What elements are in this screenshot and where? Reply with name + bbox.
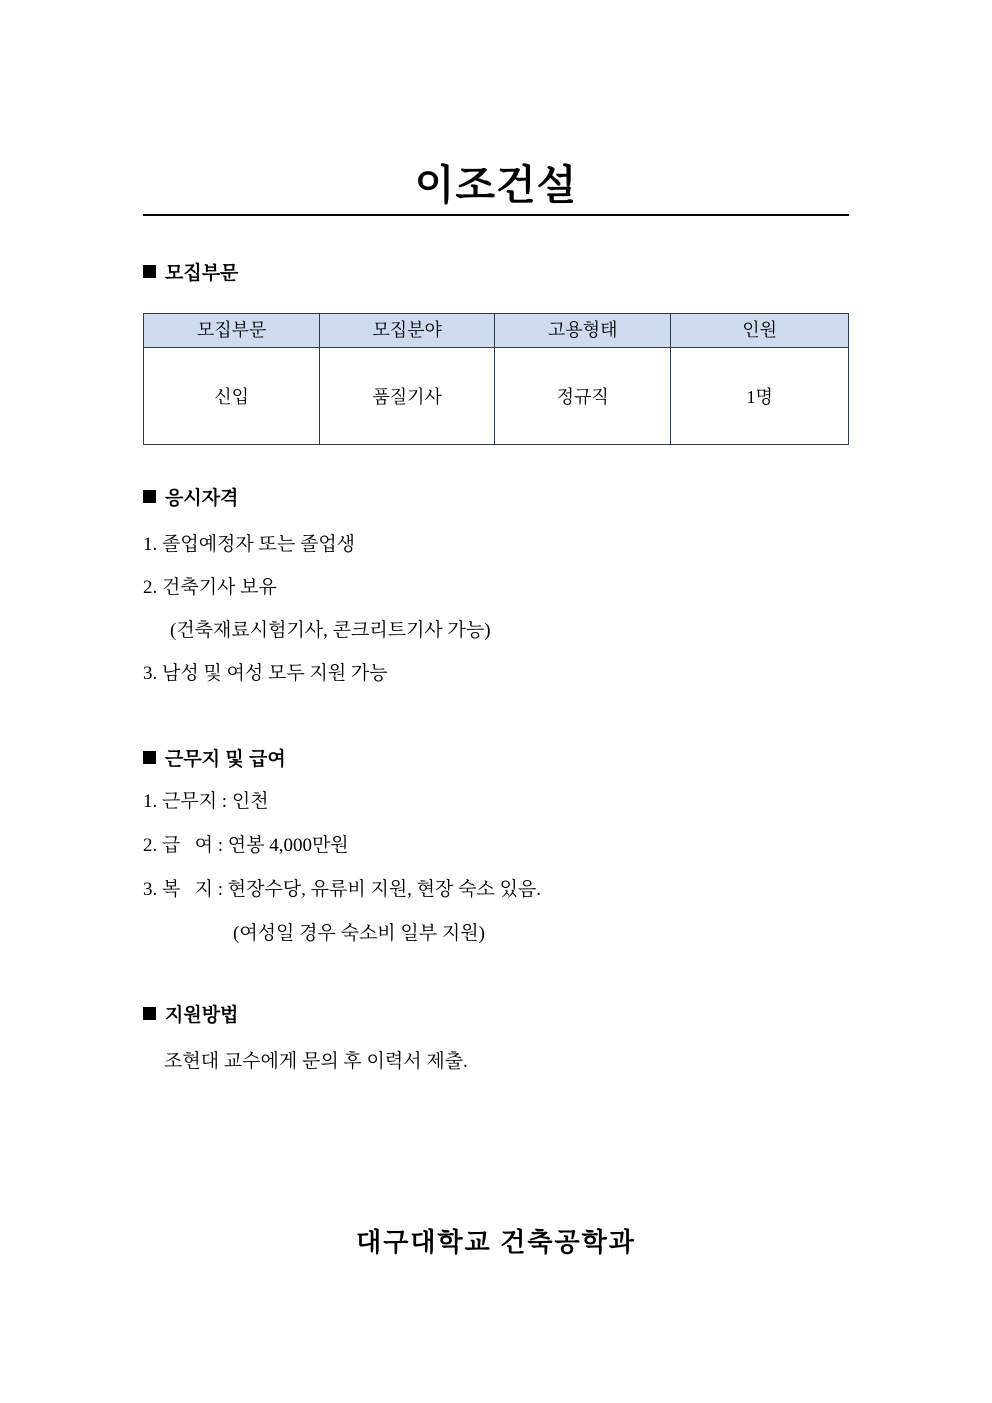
table-column-header: 모집분야 [320, 314, 495, 348]
section-heading-recruit-label: 모집부문 [165, 263, 239, 284]
list-item: 3. 남성 및 여성 모두 지원 가능 [143, 663, 388, 684]
section-heading-qualification-label: 응시자격 [165, 488, 239, 509]
section-heading-apply [143, 1000, 238, 1027]
table-row [144, 348, 849, 445]
recruit-table [143, 313, 849, 445]
table-column-header: 인원 [671, 314, 849, 348]
page-title: 이조건설 [414, 162, 578, 208]
section-heading-qualification [143, 483, 238, 510]
square-bullet-icon [143, 1007, 156, 1020]
table-header-row [144, 314, 849, 348]
list-item: (여성일 경우 숙소비 일부 지원) [233, 923, 485, 944]
document-footer: 대구대학교 건축공학과 [356, 1228, 636, 1257]
title-divider [143, 214, 849, 216]
list-item: 조현대 교수에게 문의 후 이력서 제출. [164, 1051, 468, 1072]
table-cell: 품질기사 [320, 348, 495, 445]
table-column-header: 고용형태 [495, 314, 671, 348]
section-heading-workplace [143, 744, 286, 771]
list-item: 2. 건축기사 보유 [143, 577, 277, 598]
square-bullet-icon [143, 265, 156, 278]
list-item: 1. 근무지 : 인천 [143, 791, 269, 812]
square-bullet-icon [143, 751, 156, 764]
list-item: 1. 졸업예정자 또는 졸업생 [143, 534, 356, 555]
table-cell: 정규직 [495, 348, 671, 445]
list-item: 3. 복 지 : 현장수당, 유류비 지원, 현장 숙소 있음. [143, 879, 542, 900]
table-cell: 1명 [671, 348, 849, 445]
list-item: (건축재료시험기사, 콘크리트기사 가능) [170, 620, 491, 641]
table-cell: 신입 [144, 348, 320, 445]
section-heading-recruit [143, 258, 238, 285]
table-column-header: 모집부문 [144, 314, 320, 348]
section-heading-apply-label: 지원방법 [165, 1005, 239, 1026]
square-bullet-icon [143, 490, 156, 503]
list-item: 2. 급 여 : 연봉 4,000만원 [143, 835, 349, 856]
section-heading-workplace-label: 근무지 및 급여 [165, 749, 286, 770]
